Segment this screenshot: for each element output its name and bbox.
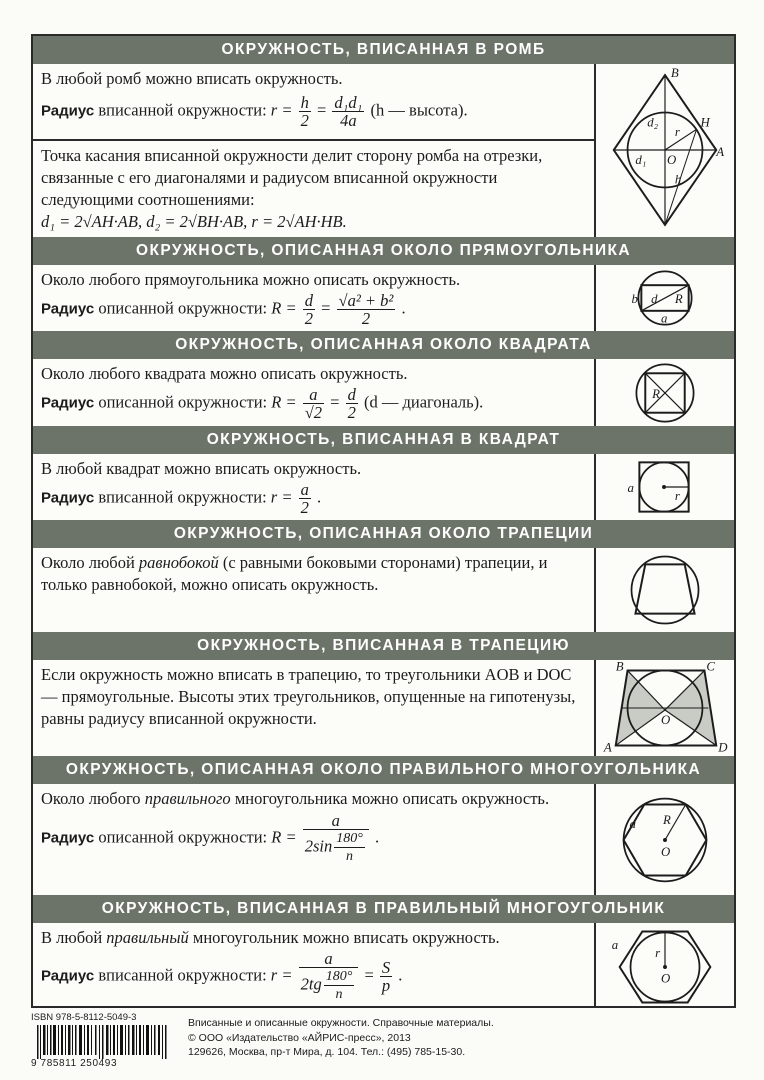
trapezoid-circumscribed-circle-diagram (596, 548, 734, 632)
fraction-denominator: 2 (304, 309, 313, 328)
label-d2: d₂ (647, 115, 659, 130)
polygon-inscribed-circle-diagram (596, 923, 734, 1008)
square-inscribed-circle-diagram (596, 454, 734, 520)
inner-denominator: n (346, 849, 354, 864)
label-r: R (674, 291, 683, 306)
section-trapezoid-circumscribed (33, 548, 734, 632)
inner-fraction (334, 830, 365, 865)
rectangle-figure (594, 265, 734, 331)
section-square-inscribed (33, 454, 734, 520)
fraction-numerator: d (304, 291, 313, 310)
fraction (299, 950, 359, 1003)
radius-keyword: Радиус (41, 967, 95, 985)
radius-label: описанной окружности: (98, 827, 268, 847)
formula-lhs: R = (271, 827, 297, 847)
radius-formula (41, 950, 586, 1003)
text-part: (с равными боковыми сторонами) трапеции, и только равнобокой, можно описать окружность. (41, 553, 548, 594)
statement: Около любого квадрата можно описать окружность. (41, 364, 408, 383)
label-r: r (655, 946, 661, 961)
label-r: R (663, 813, 671, 828)
section-text (33, 359, 594, 426)
inner-numerator: 180° (325, 969, 353, 984)
radius-label: описанной окружности: (98, 392, 268, 412)
section-trapezoid-inscribed (33, 660, 734, 756)
fraction (346, 386, 358, 421)
fraction-denominator (299, 968, 359, 1003)
label-r: r (674, 125, 680, 140)
fraction-numerator: d₁d₁ (334, 93, 363, 112)
label-b: B (670, 66, 679, 81)
section-rectangle-circumscribed (33, 265, 734, 331)
text-part: многоугольник можно вписать окружность. (192, 928, 500, 947)
address: 129626, Москва, пр-т Мира, д. 104. Тел.: (495) 785-15-30. (188, 1046, 466, 1058)
label-r: R (652, 386, 661, 401)
section-text (33, 454, 594, 520)
rhombus-figure (594, 64, 734, 237)
fraction (303, 386, 324, 421)
radius-formula (41, 94, 586, 129)
label-h-height: h (674, 172, 682, 187)
label-d1: d₁ (635, 152, 647, 167)
radius-label: вписанной окружности: (98, 965, 267, 985)
fraction-numerator: a (303, 812, 369, 830)
section-header-trapezoid-inscribed: ОКРУЖНОСТЬ, ВПИСАННАЯ В ТРАПЕЦИЮ (33, 632, 734, 660)
radius-formula (41, 386, 586, 421)
formula-lhs: r = (270, 100, 293, 120)
radius-label: вписанной окружности: (98, 100, 267, 120)
label-a: A (603, 740, 612, 755)
inner-fraction (324, 968, 355, 1003)
formula-lhs: R = (271, 298, 297, 318)
section-text (33, 548, 594, 632)
fraction-denominator: 2 (361, 309, 371, 328)
label-d: D (718, 740, 728, 755)
statement: В любой ромб можно вписать окружность. (41, 69, 343, 88)
label-a: a (627, 480, 634, 495)
emphasized-term: правильный (106, 928, 189, 947)
section-header-trapezoid-circumscribed: ОКРУЖНОСТЬ, ОПИСАННАЯ ОКОЛО ТРАПЕЦИИ (33, 520, 734, 548)
fraction (332, 94, 364, 129)
square-circumscribed-figure (594, 359, 734, 426)
trapezoid-circumscribed-figure (594, 548, 734, 632)
section-header-polygon-circumscribed: ОКРУЖНОСТЬ, ОПИСАННАЯ ОКОЛО ПРАВИЛЬНОГО МНОГОУГОЛЬНИКА (33, 756, 734, 784)
barcode (31, 1025, 176, 1059)
radius-label: вписанной окружности: (98, 487, 267, 507)
polygon-circumscribed-circle-diagram (596, 784, 734, 895)
label-o: O (661, 971, 671, 986)
fraction-numerator: d (347, 385, 356, 404)
fraction-denominator: 2 (347, 403, 356, 422)
fraction (337, 292, 396, 327)
text-part: Около любого (41, 789, 141, 808)
radius-keyword: Радиус (41, 829, 95, 847)
label-a: a (661, 311, 668, 326)
radius-keyword: Радиус (41, 394, 95, 412)
statement (41, 927, 586, 949)
fraction-denominator (303, 830, 369, 865)
equals-sign: = (364, 965, 374, 985)
fraction-denominator: 2 (300, 111, 309, 130)
section-rhombus-inscribed (33, 64, 734, 237)
section-polygon-inscribed (33, 923, 734, 1008)
emphasized-term: равнобокой (138, 553, 219, 572)
section-header-rhombus-inscribed: ОКРУЖНОСТЬ, ВПИСАННАЯ В РОМБ (33, 36, 734, 64)
fraction (303, 292, 315, 327)
tangent-point-paragraph: Точка касания вписанной окружности делит сторону ромба на отрезки, связанные с его диагоналями и радиусом вписанной окружности следующими соотношениями: (41, 146, 543, 209)
label-b: B (615, 660, 624, 674)
radius-label: описанной окружности: (98, 298, 268, 318)
rectangle-circumscribed-circle-diagram (596, 265, 734, 331)
fraction (299, 94, 311, 129)
label-a: a (611, 938, 619, 953)
reference-sheet (31, 34, 736, 1008)
fraction-numerator: h (300, 93, 309, 112)
fraction-denominator: 2 (300, 498, 309, 517)
section-text (33, 784, 594, 895)
text-part: многоугольника можно описать окружность. (234, 789, 550, 808)
polygon-circumscribed-figure (594, 784, 734, 895)
equals-sign: = (321, 298, 331, 318)
inner-denominator: n (335, 987, 343, 1002)
label-c: C (706, 660, 715, 674)
label-o: O (661, 844, 671, 859)
section-text (33, 660, 594, 756)
footer (31, 1012, 736, 1072)
publication-title: Вписанные и описанные окружности. Справочные материалы. (188, 1017, 494, 1029)
trapezoid-inscribed-figure (594, 660, 734, 756)
equals-sign: = (330, 392, 340, 412)
label-r: r (674, 488, 680, 503)
radius-keyword: Радиус (41, 300, 95, 318)
isbn: ISBN 978-5-8112-5049-3 (31, 1012, 137, 1023)
fraction-numerator: a (299, 950, 359, 968)
label-h-point: H (700, 115, 710, 130)
formula-note: . (316, 487, 322, 507)
fraction (380, 959, 392, 994)
radius-formula (41, 812, 586, 865)
text-part: Около любой (41, 553, 135, 572)
section-header-rectangle-circumscribed: ОКРУЖНОСТЬ, ОПИСАННАЯ ОКОЛО ПРЯМОУГОЛЬНИКА (33, 237, 734, 265)
square-inscribed-figure (594, 454, 734, 520)
fraction (303, 812, 369, 865)
equals-sign: = (316, 100, 327, 120)
inner-numerator: 180° (336, 831, 363, 846)
copyright: © ООО «Издательство «АЙРИС-пресс», 2013 (188, 1031, 411, 1044)
formula-lhs: r = (270, 487, 293, 507)
section-text (33, 923, 594, 1008)
formula-note: (h — высота). (370, 100, 468, 120)
formula-note: . (401, 298, 406, 318)
section-text-2 (33, 141, 594, 237)
statement: Если окружность можно вписать в трапецию, то треугольники AOB и DOC — прямоугольные. Высоты этих треугольников, опущенные на гипотенузы, равны радиусу вписанной окружности. (41, 665, 576, 728)
sin-function: 2sin (304, 836, 333, 856)
fraction (299, 481, 311, 516)
statement (41, 788, 586, 810)
fraction-numerator: √a² + b² (338, 291, 394, 310)
formula-lhs: r = (270, 965, 293, 985)
emphasized-term: правильного (144, 789, 231, 808)
fraction-denominator: p (381, 976, 391, 995)
radius-keyword: Радиус (41, 102, 95, 120)
statement: Около любого прямоугольника можно описать окружность. (41, 270, 461, 289)
radius-formula (41, 292, 586, 327)
section-header-polygon-inscribed: ОКРУЖНОСТЬ, ВПИСАННАЯ В ПРАВИЛЬНЫЙ МНОГОУГОЛЬНИК (33, 895, 734, 923)
fraction-numerator: a (303, 386, 324, 404)
tg-function: 2tg (300, 974, 322, 994)
label-o: O (666, 152, 677, 167)
statement (41, 552, 586, 596)
section-text (33, 265, 594, 331)
rhombus-inscribed-circle-diagram (596, 64, 734, 237)
formula-note: . (374, 827, 380, 847)
section-polygon-circumscribed (33, 784, 734, 895)
statement: В любой квадрат можно вписать окружность. (41, 459, 362, 478)
section-header-square-inscribed: ОКРУЖНОСТЬ, ВПИСАННАЯ В КВАДРАТ (33, 426, 734, 454)
radius-keyword: Радиус (41, 489, 95, 507)
label-b: b (631, 291, 638, 306)
relations-formula: d₁ = 2√AH·AB, d₂ = 2√BH·AB, r = 2√AH·HB. (41, 212, 347, 231)
fraction-numerator: a (300, 480, 309, 499)
formula-lhs: R = (271, 392, 297, 412)
fraction-denominator: 4a (340, 111, 357, 130)
trapezoid-inscribed-circle-diagram (596, 660, 734, 756)
label-o: O (661, 712, 671, 727)
label-a: a (629, 817, 636, 832)
label-d: d (651, 291, 658, 306)
text-part: В любой (41, 928, 103, 947)
barcode-number: 9 785811 250493 (31, 1058, 118, 1069)
formula-note: . (398, 965, 403, 985)
radius-formula (41, 481, 586, 516)
section-square-circumscribed (33, 359, 734, 426)
fraction-numerator: S (381, 958, 391, 977)
publisher-info (188, 1016, 494, 1060)
formula-note: (d — диагональ). (363, 392, 484, 412)
fraction-denominator: √2 (304, 403, 323, 422)
square-circumscribed-circle-diagram (596, 359, 734, 426)
polygon-inscribed-figure (594, 923, 734, 1008)
section-header-square-circumscribed: ОКРУЖНОСТЬ, ОПИСАННАЯ ОКОЛО КВАДРАТА (33, 331, 734, 359)
label-a: A (716, 144, 725, 159)
